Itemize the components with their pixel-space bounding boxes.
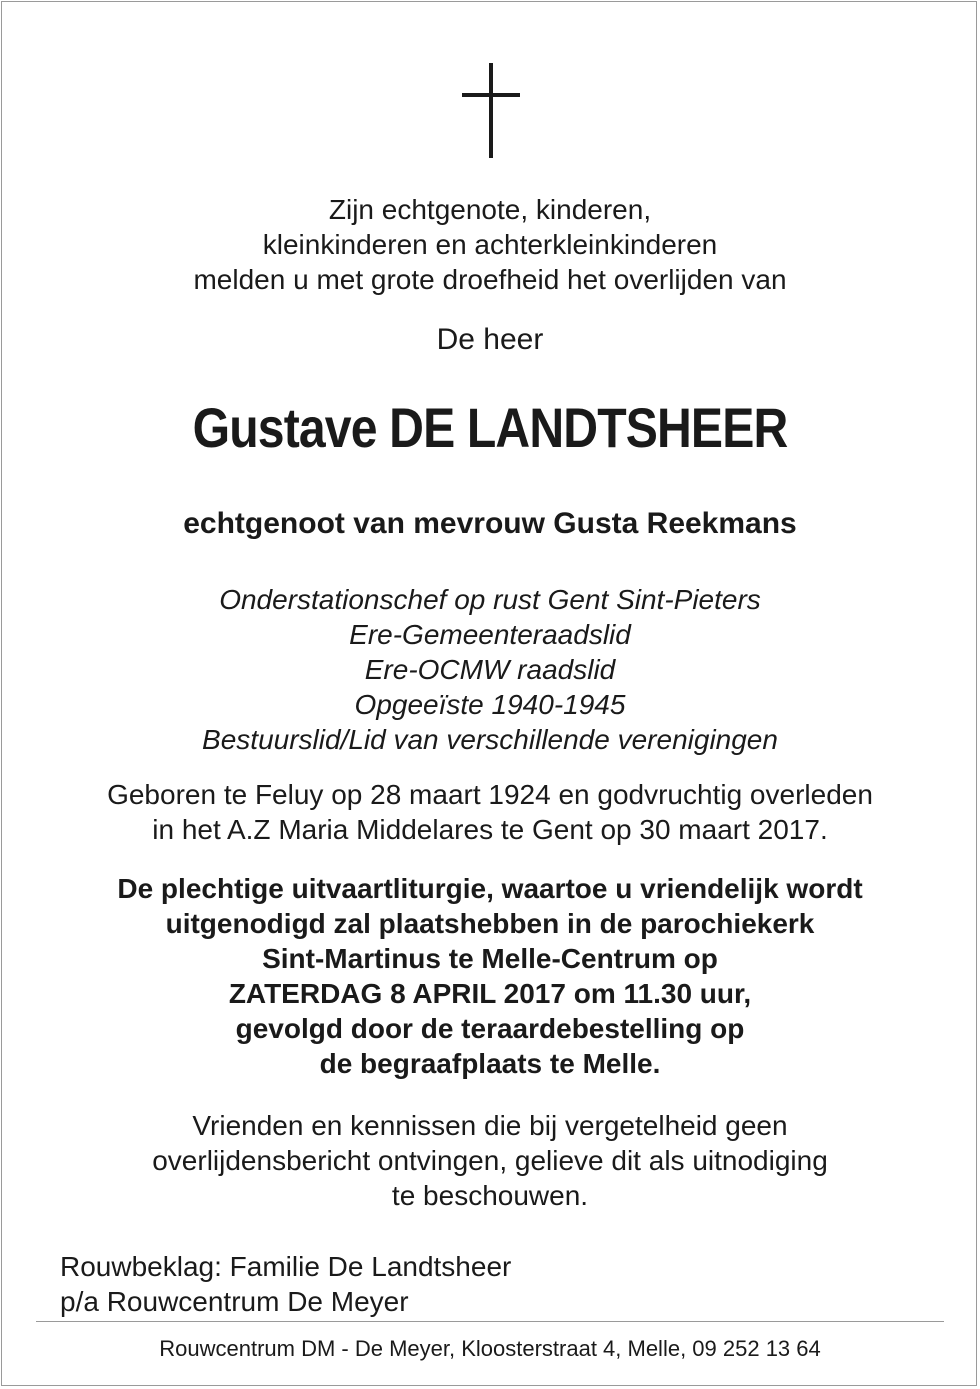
condolence-address [60, 1249, 511, 1319]
intro-text [0, 192, 980, 297]
intro-line: melden u met grote droefheid het overlijden van [193, 264, 787, 295]
funeral-line: Sint-Martinus te Melle-Centrum op [262, 943, 718, 974]
role-item: Ere-OCMW raadslid [364, 654, 616, 685]
role-item: Ere-Gemeenteraadslid [349, 619, 631, 650]
funeral-line: De plechtige uitvaartliturgie, waartoe u vriendelijk wordt [117, 873, 863, 904]
notice-line: overlijdensbericht ontvingen, gelieve dit als uitnodiging [152, 1145, 828, 1176]
honorific: De heer [436, 323, 544, 356]
notice-line: te beschouwen. [391, 1180, 589, 1211]
funeral-line: ZATERDAG 8 APRIL 2017 om 11.30 uur, [228, 978, 752, 1009]
condolence-line: p/a Rouwcentrum De Meyer [60, 1286, 409, 1317]
condolence-line: Rouwbeklag: Familie De Landtsheer [60, 1251, 512, 1282]
footer-contact: Rouwcentrum DM - De Meyer, Kloosterstraat 4, Melle, 09 252 13 64 [159, 1336, 821, 1361]
birth-death-text [0, 777, 980, 847]
roles-list [0, 582, 980, 757]
birth-line: in het A.Z Maria Middelares te Gent op 30 maart 2017. [152, 814, 828, 845]
birth-line: Geboren te Feluy op 28 maart 1924 en godvruchtig overleden [107, 779, 873, 810]
cross-icon [462, 63, 520, 158]
funeral-line: de begraafplaats te Melle. [319, 1048, 661, 1079]
footer-divider [36, 1321, 944, 1322]
funeral-line: gevolgd door de teraardebestelling op [235, 1013, 745, 1044]
role-item: Opgeeïste 1940-1945 [354, 689, 626, 720]
funeral-line: uitgenodigd zal plaatshebben in de parochiekerk [165, 908, 815, 939]
spouse-line: echtgenoot van mevrouw Gusta Reekmans [183, 507, 797, 540]
funeral-details [0, 871, 980, 1081]
role-item: Bestuurslid/Lid van verschillende verenigingen [202, 724, 778, 755]
notice-text [0, 1108, 980, 1213]
intro-line: kleinkinderen en achterkleinkinderen [262, 229, 718, 260]
intro-line: Zijn echtgenote, kinderen, [328, 194, 652, 225]
role-item: Onderstationschef op rust Gent Sint-Pieters [219, 584, 761, 615]
notice-line: Vrienden en kennissen die bij vergetelheid geen [192, 1110, 788, 1141]
deceased-name: Gustave DE LANDTSHEER [192, 396, 788, 459]
